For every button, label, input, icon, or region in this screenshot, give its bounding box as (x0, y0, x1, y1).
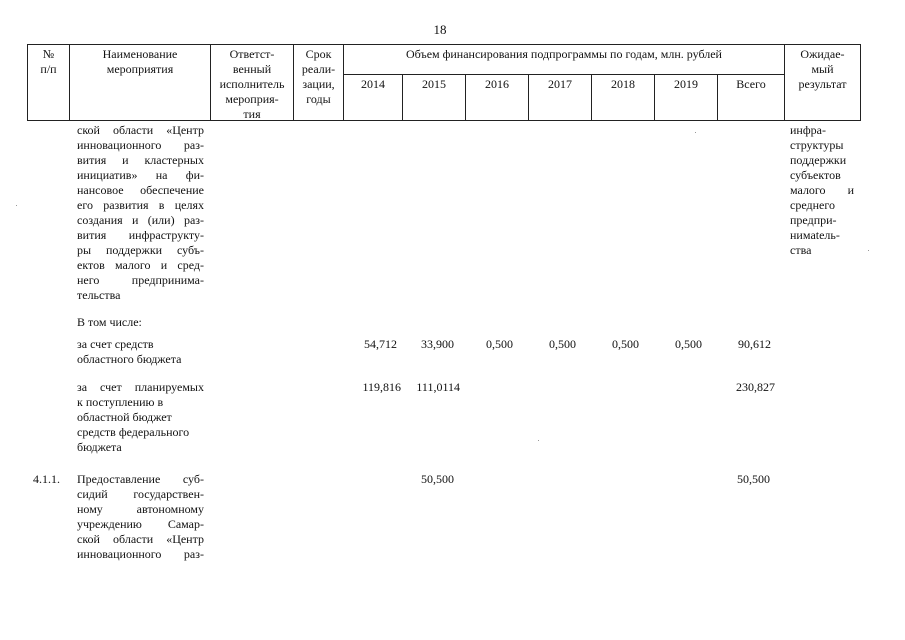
header-year-2017: 2017 (548, 77, 572, 91)
value-2015: 50,500 (421, 472, 454, 486)
value-total: 230,827 (736, 380, 775, 394)
header-year-2014: 2014 (361, 77, 385, 91)
value-2017: 0,500 (549, 337, 576, 351)
table-top-border (27, 44, 860, 45)
including-label: В том числе: (77, 315, 142, 329)
header-bottom-border (27, 120, 860, 121)
value-2014: 54,712 (364, 337, 397, 351)
column-divider (860, 44, 861, 121)
header-year-2019: 2019 (674, 77, 698, 91)
page-number: 18 (433, 22, 447, 37)
value-2018: 0,500 (612, 337, 639, 351)
value-2015: 33,900 (421, 337, 454, 351)
header-year-2015: 2015 (422, 77, 446, 91)
value-total: 90,612 (738, 337, 771, 351)
value-2015: 111,0114 (416, 380, 460, 394)
value-total: 50,500 (737, 472, 770, 486)
scan-speck (695, 132, 696, 133)
scan-speck (538, 440, 539, 441)
header-year-2016: 2016 (485, 77, 509, 91)
value-2014: 119,816 (362, 380, 401, 394)
scan-speck (16, 205, 17, 206)
value-2016: 0,500 (486, 337, 513, 351)
header-total: Всего (736, 77, 766, 91)
scan-speck (868, 250, 869, 251)
header-funding-title: Объем финансирования подпрограммы по годам, млн. рублей (406, 47, 722, 61)
value-2019: 0,500 (675, 337, 702, 351)
header-year-2018: 2018 (611, 77, 635, 91)
item-number: 4.1.1. (33, 472, 60, 486)
